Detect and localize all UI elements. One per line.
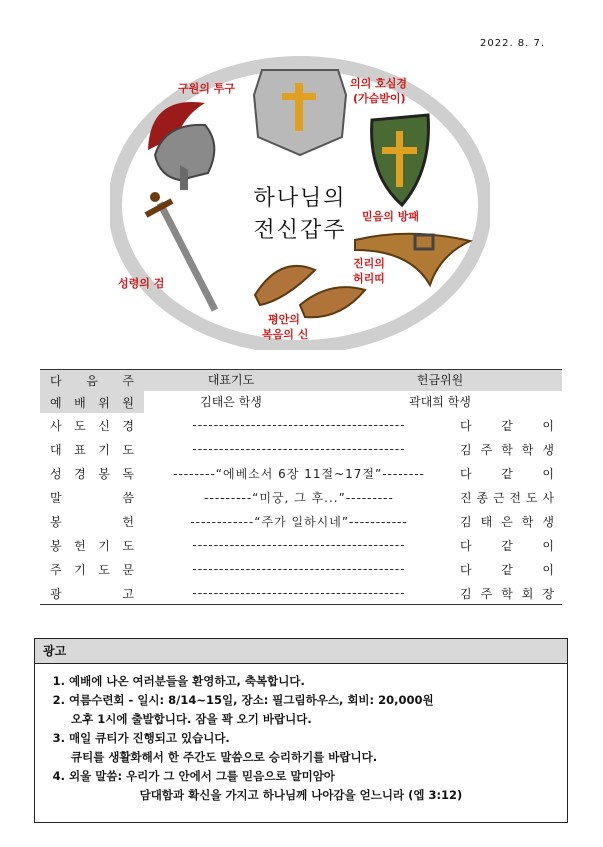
announcements-heading: 광고 (35, 639, 567, 664)
order-item-leader: 진 종 근 전 도 사 (460, 490, 554, 505)
order-row (40, 581, 562, 605)
order-item-detail: ---------------------------------------- (192, 418, 406, 432)
order-item-detail: ---------“미궁, 그 후...”--------- (204, 490, 394, 505)
order-item-leader: 다 같 이 (460, 562, 554, 577)
announcements-list (35, 672, 567, 805)
order-item-label: 봉 헌 (50, 514, 134, 529)
belt-label-1: 진리의 (353, 257, 385, 270)
armor-of-god-illustration (110, 55, 490, 350)
order-row (40, 437, 562, 461)
order-item-detail: ---------------------------------------- (192, 538, 406, 552)
sword-label: 성령의 검 (118, 277, 165, 290)
order-item-detail: ------------“주가 일하시네”----------- (190, 514, 408, 529)
order-rows (40, 413, 562, 605)
worship-committee-label: 예 배 위 원 (40, 391, 144, 413)
helmet-label: 구원의 투구 (178, 82, 235, 95)
next-week-label: 다 음 주 (40, 369, 144, 391)
order-worship-row (40, 391, 562, 413)
order-item-label: 사 도 신 경 (50, 418, 134, 433)
breastplate-label-2: (가슴받이) (353, 92, 406, 105)
shield-label: 믿음의 방패 (362, 210, 419, 223)
order-row (40, 557, 562, 581)
order-item-detail: ---------------------------------------- (192, 442, 406, 456)
order-item-label: 광 고 (50, 586, 134, 601)
announcement-item: 1. 예배에 나온 여러분들을 환영하고, 축복합니다. (69, 672, 567, 691)
order-item-detail: --------“에베소서 6장 11절~17절”-------- (173, 466, 425, 481)
worship-order (40, 369, 562, 605)
offering-person: 곽대희 학생 (318, 391, 562, 413)
order-row (40, 533, 562, 557)
shoes-icon (255, 266, 365, 317)
order-item-label: 봉 헌 기 도 (50, 538, 134, 553)
offering-heading: 헌금위원 (318, 369, 562, 391)
order-row (40, 413, 562, 437)
order-item-label: 주 기 도 문 (50, 562, 134, 577)
order-item-leader: 다 같 이 (460, 418, 554, 433)
order-item-leader: 김 주 학 회 장 (460, 586, 554, 601)
breastplate-label-1: 의의 호심경 (350, 77, 407, 90)
order-item-leader: 다 같 이 (460, 466, 554, 481)
prayer-person: 김태은 학생 (144, 391, 318, 413)
breastplate-icon (254, 70, 346, 155)
announcements-box (34, 638, 568, 823)
order-item-leader: 김 주 학 학 생 (460, 442, 554, 457)
title-line-1: 하나님의 (253, 186, 347, 211)
announcement-item: 2. 여름수련회 - 일시: 8/14~15일, 장소: 필그림하우스, 회비: 20,000원 오후 1시에 출발합니다. 잠을 꽉 오기 바랍니다. (69, 691, 567, 729)
order-item-leader: 다 같 이 (460, 538, 554, 553)
shoes-label-1: 평안의 (268, 313, 300, 326)
shoes-label-2: 복음의 신 (262, 328, 309, 341)
announcement-item: 4. 외울 말씀: 우리가 그 안에서 그를 믿음으로 말미암아 담대함과 확신을 가지고 하나님께 나아감을 얻느니라 (엡 3:12) (69, 767, 567, 805)
order-item-label: 대 표 기 도 (50, 442, 134, 457)
order-item-leader: 김 태 은 학 생 (460, 514, 554, 529)
announcement-item: 3. 매일 큐티가 진행되고 있습니다. 큐티를 생활화해서 한 주간도 말씀으로 승리하기를 바랍니다. (69, 729, 567, 767)
order-row (40, 461, 562, 485)
order-item-label: 성 경 봉 독 (50, 466, 134, 481)
order-header-row (40, 369, 562, 391)
title-line-2: 전신갑주 (253, 218, 347, 243)
order-item-detail: ---------------------------------------- (192, 586, 406, 600)
shield-icon (372, 115, 429, 205)
bulletin-date: 2022. 8. 7. (480, 38, 546, 49)
order-item-label: 말 씀 (50, 490, 134, 505)
belt-label-2: 허리띠 (353, 272, 385, 285)
order-row (40, 509, 562, 533)
order-row (40, 485, 562, 509)
order-item-detail: ---------------------------------------- (192, 562, 406, 576)
prayer-heading: 대표기도 (144, 369, 318, 391)
